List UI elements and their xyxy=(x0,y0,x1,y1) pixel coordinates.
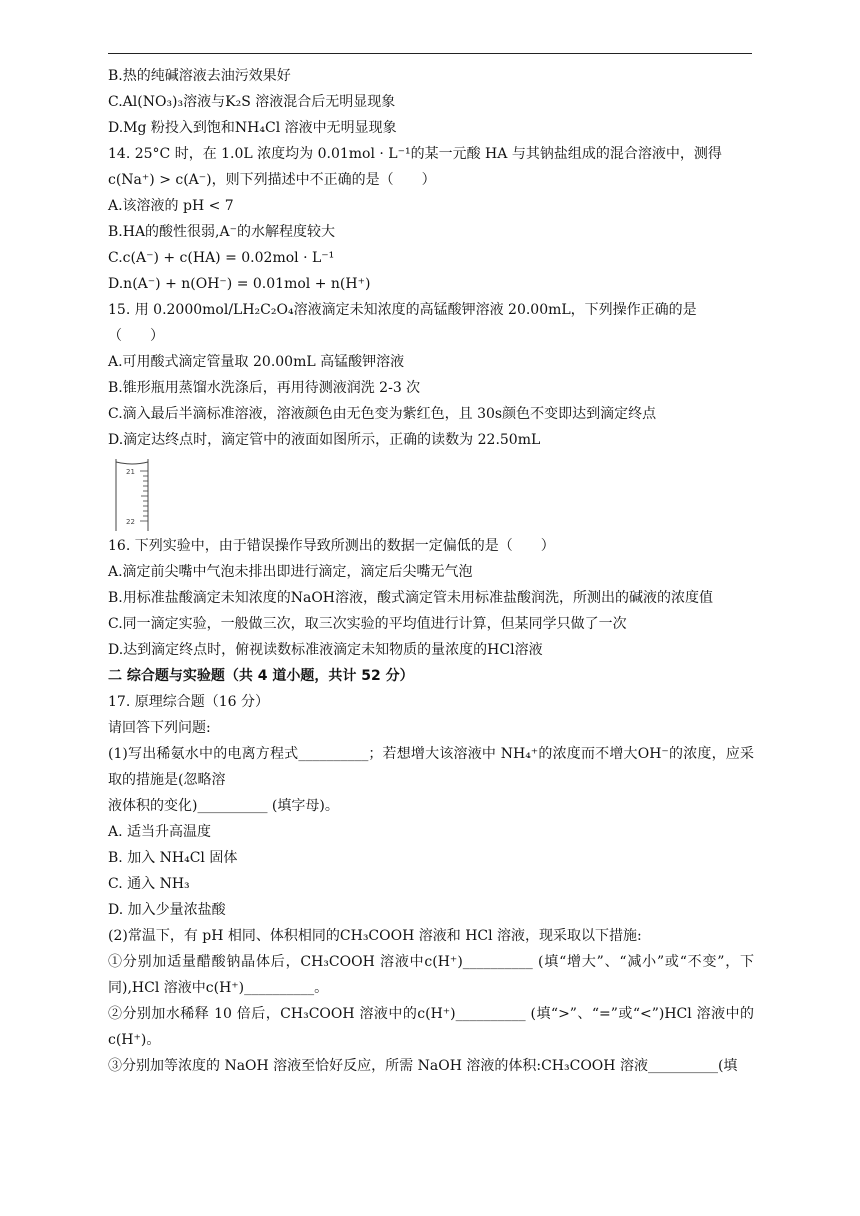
question-14-stem: 14. 25°C 时，在 1.0L 浓度均为 0.01mol · L⁻¹的某一元酸 HA 与其钠盐组成的混合溶液中，测得 xyxy=(108,146,722,162)
question-17-title: 17. 原理综合题（16 分） xyxy=(108,694,269,710)
question-17-part2-item3: ③分别加等浓度的 NaOH 溶液至恰好反应，所需 NaOH 溶液的体积:CH₃COOH 溶液__________(填 xyxy=(108,1058,738,1074)
question-17-part2: (2)常温下，有 pH 相同、体积相同的CH₃COOH 溶液和 HCl 溶液，现采取以下措施: xyxy=(108,928,642,944)
option-13c: C.Al(NO₃)₃溶液与K₂S 溶液混合后无明显现象 xyxy=(108,94,396,110)
option-16d: D.达到滴定终点时，俯视读数标准液滴定未知物质的量浓度的HCl溶液 xyxy=(108,642,543,658)
option-16b: B.用标准盐酸滴定未知浓度的NaOH溶液，酸式滴定管未用标准盐酸润洗，所测出的碱液的浓度值 xyxy=(108,590,714,606)
option-17d: D. 加入少量浓盐酸 xyxy=(108,902,226,918)
option-15b: B.锥形瓶用蒸馏水洗涤后，再用待测液润洗 2-3 次 xyxy=(108,380,421,396)
question-17-prompt: 请回答下列问题: xyxy=(108,720,211,736)
option-17b: B. 加入 NH₄Cl 固体 xyxy=(108,850,238,866)
option-17c: C. 通入 NH₃ xyxy=(108,876,190,892)
option-16c: C.同一滴定实验，一般做三次，取三次实验的平均值进行计算，但某同学只做了一次 xyxy=(108,616,627,632)
question-14-stem-cont: c(Na⁺) > c(A⁻)，则下列描述中不正确的是（ ） xyxy=(108,172,436,188)
option-15a: A.可用酸式滴定管量取 20.00mL 高锰酸钾溶液 xyxy=(108,354,405,370)
section-title: 二 综合题与实验题（共 4 道小题，共计 52 分） xyxy=(108,668,414,684)
tick-label-22: 22 xyxy=(126,518,135,526)
question-17-part1: (1)写出稀氨水中的电离方程式__________；若想增大该溶液中 NH₄⁺的浓度而不增大OH⁻的浓度，应采取的措施是(忽略溶 xyxy=(108,746,754,788)
question-15-stem: 15. 用 0.2000mol/LH₂C₂O₄溶液滴定未知浓度的高锰酸钾溶液 20.00mL，下列操作正确的是 xyxy=(108,302,697,318)
question-17-part1-cont: 液体积的变化)__________ (填字母)。 xyxy=(108,798,339,814)
option-16a: A.滴定前尖嘴中气泡未排出即进行滴定，滴定后尖嘴无气泡 xyxy=(108,564,473,580)
option-14d: D.n(A⁻) + n(OH⁻) = 0.01mol + n(H⁺) xyxy=(108,276,371,292)
option-13d: D.Mg 粉投入到饱和NH₄Cl 溶液中无明显现象 xyxy=(108,120,397,136)
option-14c: C.c(A⁻) + c(HA) = 0.02mol · L⁻¹ xyxy=(108,250,335,266)
question-16-stem: 16. 下列实验中，由于错误操作导致所测出的数据一定偏低的是（ ） xyxy=(108,538,555,554)
question-17-part2-item2: ②分别加水稀释 10 倍后，CH₃COOH 溶液中的c(H⁺)__________ (填“>”、“=”或“<”)HCl 溶液中的c(H⁺)。 xyxy=(108,1006,754,1048)
question-15-paren: （ ） xyxy=(108,328,164,344)
document-page xyxy=(108,63,754,1079)
burette-figure xyxy=(110,459,754,533)
option-14a: A.该溶液的 pH < 7 xyxy=(108,198,234,214)
burette-image xyxy=(110,459,154,533)
option-17a: A. 适当升高温度 xyxy=(108,824,212,840)
option-15c: C.滴入最后半滴标准溶液，溶液颜色由无色变为紫红色，且 30s颜色不变即达到滴定终点 xyxy=(108,406,657,422)
tick-label-21: 21 xyxy=(126,468,135,476)
option-15d: D.滴定达终点时，滴定管中的液面如图所示，正确的读数为 22.50mL xyxy=(108,432,541,448)
question-17-part2-item1: ①分别加适量醋酸钠晶体后，CH₃COOH 溶液中c(H⁺)__________ (填“增大”、“减小”或“不变”，下同),HCl 溶液中c(H⁺)__________。 xyxy=(108,954,754,996)
option-14b: B.HA的酸性很弱,A⁻的水解程度较大 xyxy=(108,224,336,240)
option-13b: B.热的纯碱溶液去油污效果好 xyxy=(108,68,291,84)
header-rule xyxy=(108,53,752,54)
